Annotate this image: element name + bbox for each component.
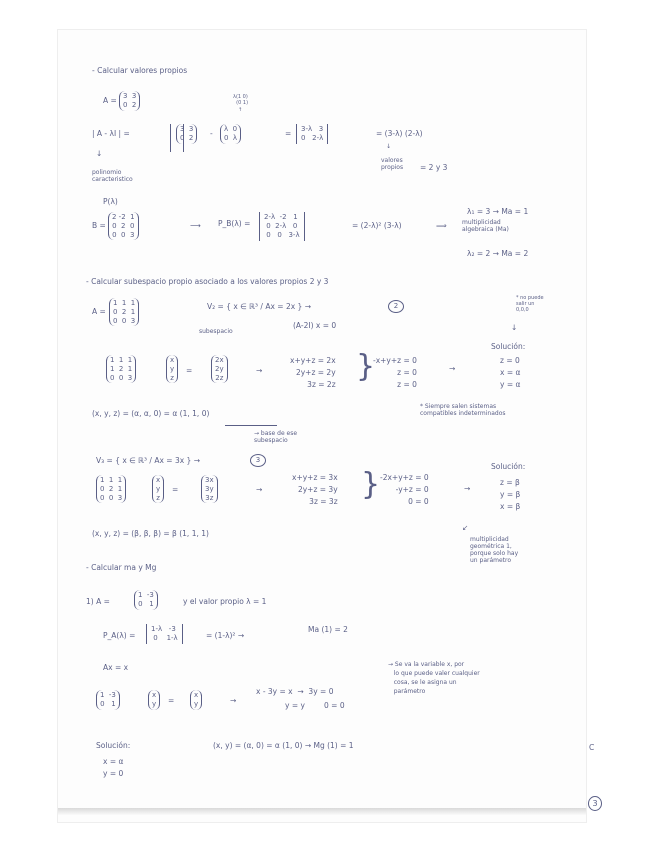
equation-system: x+y+z = 2x 2y+z = 2y 3z = 2z (290, 356, 336, 389)
implies-icon: ⟹ (436, 221, 447, 230)
operator: = (172, 485, 179, 494)
down-arrow-icon: ↓ (386, 143, 392, 150)
underline (225, 425, 277, 426)
operator: = (168, 696, 175, 705)
arrow-right-icon: ⟶ (190, 221, 201, 230)
section-heading: - Calcular valores propios (92, 66, 188, 75)
up-arrow-icon: ↑ (238, 107, 243, 113)
matrix: 1 -3 0 1 (134, 590, 158, 610)
equation-system: -2x+y+z = 0 -y+z = 0 0 = 0 (380, 473, 429, 506)
vector-result: (x, y, z) = (β, β, β) = β (1, 1, 1) (92, 529, 209, 538)
operator: = (186, 366, 193, 375)
equation: x - 3y = x → 3y = 0 (256, 687, 334, 696)
equation: (A-2I) x = 0 (293, 321, 337, 330)
det-label: P_B(λ) = (218, 219, 251, 228)
solution-title: Solución: (96, 741, 131, 750)
annotation: λ₁ = 3 → Ma = 1 (467, 207, 529, 216)
operator: - (210, 129, 213, 138)
matrix: 1 1 1 0 2 1 0 0 3 (109, 298, 139, 326)
arrow-down-icon: ↓ (511, 323, 518, 332)
set-definition: V₂ = { x ∈ ℝ³ / Ax = 2x } → (207, 302, 311, 311)
arrow-right-icon: → (230, 696, 237, 705)
vector: x y z (152, 475, 164, 503)
circled-number: 2 (388, 300, 404, 313)
matrix: 1 1 1 1 2 1 0 0 3 (106, 355, 136, 383)
equation-system: x+y+z = 3x 2y+z = 3y 3z = 3z (292, 473, 338, 506)
annotation: subespacio (199, 328, 233, 335)
matrix-label: A = (103, 96, 117, 105)
arrow-down-icon: ↓ (96, 149, 103, 158)
annotation: y el valor propio λ = 1 (183, 597, 267, 606)
annotation: * Siempre salen sistemas compatibles indeterminados (420, 403, 506, 417)
matrix: 1 1 1 0 2 1 0 0 3 (96, 475, 126, 503)
determinant: 2-λ -2 1 0 2-λ 0 0 0 3-λ (259, 212, 305, 241)
solution-values: x = α y = 0 (103, 757, 124, 778)
set-definition: V₃ = { x ∈ ℝ³ / Ax = 3x } → (96, 456, 200, 465)
arrow-right-icon: → (464, 484, 471, 493)
circled-number: 3 (250, 454, 266, 467)
annotation: → Se va la variable x, por lo que puede valer cualquier cosa, se le asigna un parámetro (388, 661, 480, 695)
vector-result: (x, y) = (α, 0) = α (1, 0) → Mg (1) = 1 (213, 741, 354, 750)
solution-values: z = 0 x = α y = α (500, 356, 521, 389)
vector: 2x 2y 2z (211, 355, 228, 383)
annotation: valores propios (381, 157, 404, 171)
matrix: 2 -2 1 0 2 0 0 0 3 (108, 212, 139, 240)
annotation: → base de ese subespacio (254, 430, 298, 444)
sheet-edge-shadow (58, 808, 586, 816)
det-result: = (1-λ)² → (206, 631, 245, 640)
matrix-label: B = (92, 221, 106, 230)
vector-result: (x, y, z) = (α, α, 0) = α (1, 1, 0) (92, 409, 210, 418)
solution-values: z = β y = β x = β (500, 478, 521, 511)
edge-mark: C (589, 743, 595, 752)
arrow-right-icon: → (256, 366, 263, 375)
vector: 3x 3y 3z (201, 475, 218, 503)
operator: = (285, 129, 292, 138)
arrow-right-icon: → (449, 364, 456, 373)
matrix: 1 -3 0 1 (96, 690, 120, 710)
equation: Ax = x (103, 663, 129, 672)
det-result: = (2-λ)² (3-λ) (352, 221, 402, 230)
annotation: = 2 y 3 (420, 163, 448, 172)
annotation: λ₂ = 2 → Ma = 2 (467, 249, 529, 258)
determinant: 3-λ 3 0 2-λ (296, 124, 328, 144)
determinant: 1-λ -3 0 1-λ (146, 624, 183, 644)
annotation: * no puede salir un 0,0,0 (516, 295, 544, 313)
det-left: | A - λI | = (92, 129, 130, 138)
matrix: 3 3 0 2 (119, 91, 140, 111)
item-label: 1) A = (86, 597, 110, 606)
brace-icon: } (356, 349, 376, 384)
annotation: P(λ) (103, 197, 118, 206)
equation: y = y 0 = 0 (285, 701, 345, 710)
arrow-icon: ↙ (462, 523, 469, 532)
section-heading: - Calcular subespacio propio asociado a los valores propios 2 y 3 (86, 277, 329, 286)
vector: x y z (166, 355, 178, 383)
solution-title: Solución: (491, 462, 526, 471)
det-result: = (3-λ) (2-λ) (376, 129, 423, 138)
solution-title: Solución: (491, 342, 526, 351)
page-number: 3 (588, 796, 602, 811)
brace-icon: } (361, 467, 381, 502)
arrow-right-icon: → (256, 485, 263, 494)
matrix: 3 3 0 2 (176, 124, 197, 144)
annotation: multiplicidad geométrica 1, porque solo hay un parámetro (470, 536, 519, 564)
matrix-label: A = (92, 307, 106, 316)
section-heading: - Calcular ma y Mg (86, 563, 157, 572)
identity-annotation: λ(1 0) (0 1) (233, 94, 249, 106)
det-label: P_A(λ) = (103, 631, 136, 640)
annotation: polinomio caracteristico (92, 169, 133, 183)
matrix: λ 0 0 λ (220, 124, 241, 144)
vector: x y (148, 690, 160, 710)
vector: x y (190, 690, 202, 710)
annotation: multiplicidad algebraica (Ma) (462, 219, 509, 233)
equation-system: -x+y+z = 0 z = 0 z = 0 (373, 356, 417, 389)
result: Ma (1) = 2 (308, 625, 348, 634)
